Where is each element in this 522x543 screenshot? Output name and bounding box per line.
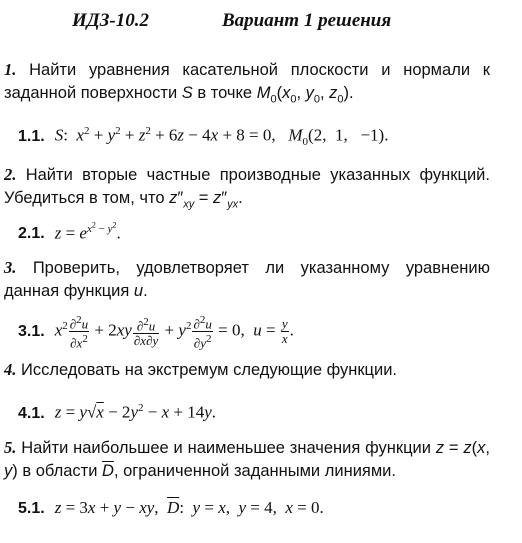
task-1-1-equation: 1.1. S: $x^2 + y^2 + z^2 + 6z - 4x + 8 = 0$, $M_0(2$, 1, −1).: [18, 125, 389, 149]
task-4-number: 4.: [4, 360, 17, 379]
task-1-1-label: 1.1.: [18, 127, 45, 145]
task-3-1-equation: 3.1. $x^2$ $\frac{\partial^2u}{\partial x^2}$ + 2xy $\frac{\partial^2u}{\partial x\partial y}$ + $y^2$ $\frac{\partial^2u}{\partial y^2}$ = 0, u = $\frac{y}{x}$ .: [18, 314, 294, 351]
variant-title: Вариант 1 решения: [222, 10, 392, 31]
task-5-number: 5.: [4, 438, 17, 457]
task-2-number: 2.: [4, 165, 17, 184]
task-2-statement: 2. Найти вторые частные производные указанных функций. Убедиться в том, что $z''_{xy} = z''_{yx}$.: [4, 165, 490, 211]
task-3-statement: 3. Проверить, удовлетворяет ли указанному уравнению данная функция u.: [4, 258, 490, 300]
task-4-statement: [4, 358, 490, 382]
task-2-1-equation: 2.1. $z = e^{x^2 - y^2}$.: [18, 220, 121, 243]
task-5-1-equation: 5.1. z = 3x + y − xy, $\overline{D}$: y = x, y = 4, x = 0.: [18, 498, 324, 517]
task-3-number: 3.: [4, 258, 17, 277]
task-1-text-tail: в точке: [197, 84, 253, 102]
task-1-text: Найти уравнения касательной плоскости и нормали к заданной поверхности: [4, 61, 490, 102]
task-5-text-3: , ограниченной заданными линиями.: [113, 462, 396, 480]
worksheet-code: ИДЗ-10.2: [72, 10, 150, 31]
task-5-text-1: Найти наибольшее и наименьшее значения функции: [21, 439, 431, 457]
task-5-statement: 5. Найти наибольшее и наименьшее значения функции z = z(x, y) в области $\overline{D}$, ограниченной заданными линиями.: [4, 438, 490, 480]
task-3-text: Проверить, удовлетворяет ли указанному уравнению данная функция: [4, 259, 490, 300]
task-2-1-label: 2.1.: [18, 225, 45, 243]
task-3-1-label: 3.1.: [18, 322, 45, 340]
task-1-number: 1.: [4, 60, 17, 79]
task-4-1-label: 4.1.: [18, 404, 45, 422]
task-4-text: Исследовать на экстремум следующие функции.: [20, 361, 398, 379]
task-1-statement: 1. Найти уравнения касательной плоскости и нормали к заданной поверхности S в точке $M_0(x_0$, $y_0$, $z_0$).: [4, 60, 490, 106]
task-5-text-2: в области: [22, 462, 98, 480]
task-4-1-equation: 4.1. $z = y√x - 2y^2 - x + 14y$.: [18, 402, 217, 422]
task-5-1-label: 5.1.: [18, 500, 45, 517]
task-2-text: Найти вторые частные производные указанных функций. Убедиться в том, что: [4, 166, 490, 207]
